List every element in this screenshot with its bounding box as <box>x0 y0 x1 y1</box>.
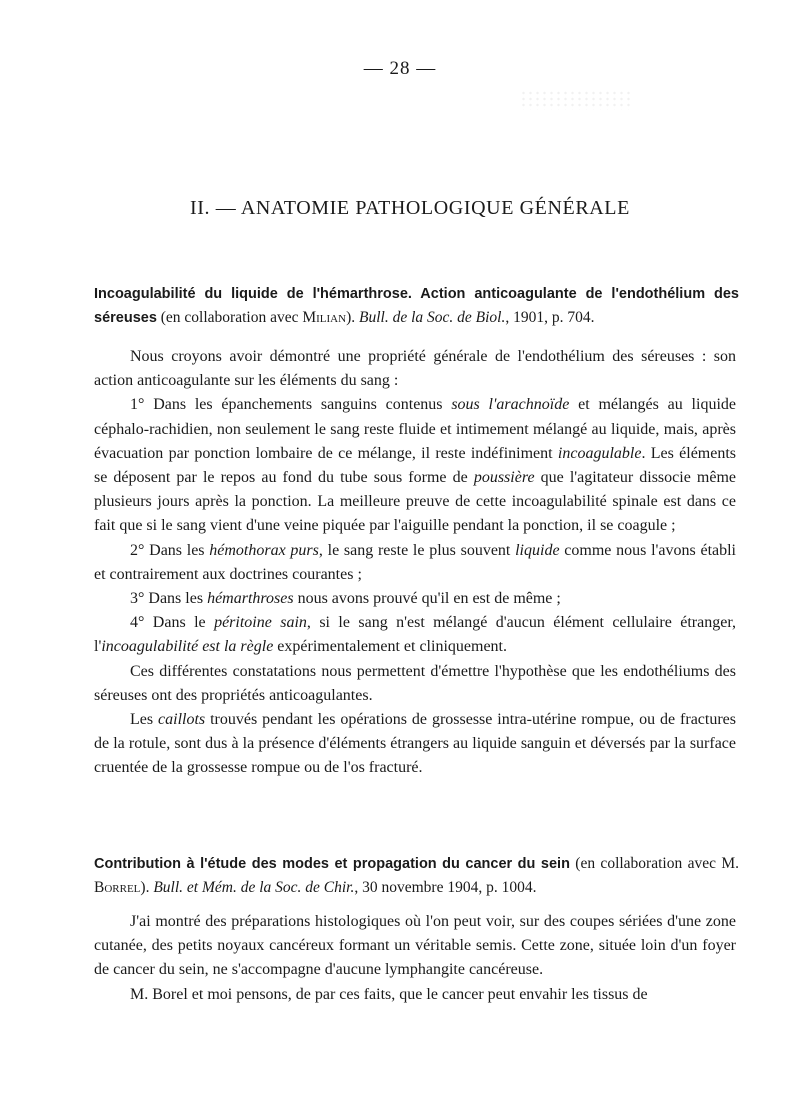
entry2-journal: Bull. et Mém. de la Soc. de Chir. <box>153 879 355 896</box>
entry2-collab-suffix: ). <box>140 879 154 896</box>
entry1-item-4: 4° Dans le péritoine sain, si le sang n'est mélangé d'aucun élément cellulaire étranger, l'incoagulabilité est la règle expérimentalement et cliniquement. <box>94 614 737 656</box>
entry1-citation: , 1901, p. 704. <box>505 309 595 326</box>
entry1-journal: Bull. de la Soc. de Biol. <box>359 309 506 326</box>
entry2-collab-name: Borrel <box>94 879 141 896</box>
entry1-para-caillots: Les caillots trouvés pendant les opérations de grossesse intra-utérine rompue, ou de fractures de la rotule, sont dus à la présence d'éléments étrangers au liquide sanguin et déversés par la surface cruentée de la grossesse rompue ou de l'os fracturé. <box>94 711 736 777</box>
entry1-title <box>94 282 739 330</box>
entry2-body <box>94 910 736 1007</box>
entry1-collab-prefix: (en collaboration avec <box>156 309 303 326</box>
entry2-citation: , 30 novembre 1904, p. 1004. <box>354 879 537 896</box>
section-heading: II. — ANATOMIE PATHOLOGIQUE GÉNÉRALE <box>190 197 630 219</box>
entry1-para-hypothesis: Ces différentes constatations nous permettent d'émettre l'hypothèse que les endothéliums des séreuses ont des propriétés anticoagulantes. <box>94 662 736 704</box>
page-number: — 28 — <box>363 58 437 79</box>
entry1-item-3: 3° Dans les hémarthroses nous avons prouvé qu'il en est de même ; <box>130 590 561 608</box>
entry1-item-2: 2° Dans les hémothorax purs, le sang reste le plus souvent liquide comme nous l'avons établi et contrairement aux doctrines courantes ; <box>94 541 736 583</box>
entry2-para-2: M. Borel et moi pensons, de par ces faits, que le cancer peut envahir les tissus de <box>130 985 648 1003</box>
entry1-intro-paragraph: Nous croyons avoir démontré une propriété générale de l'endothélium des séreuses : son action anticoagulante sur les éléments du sang : <box>94 348 736 390</box>
scan-noise <box>520 90 630 110</box>
entry2-title-bold: Contribution à l'étude des modes et propagation du cancer du sein <box>94 856 570 872</box>
entry2-para-1: J'ai montré des préparations histologiques où l'on peut voir, sur des coupes sériées d'une zone cutanée, des petits noyaux cancéreux formant un véritable semis. Cette zone, située loin d'un foyer de cancer du sein, ne s'accompagne d'aucune lymphangite cancéreuse. <box>94 913 736 979</box>
entry1-body <box>94 345 736 781</box>
entry2-collab-prefix: (en collaboration avec M. <box>569 855 739 872</box>
entry2-title <box>94 852 739 900</box>
entry1-item-1: 1° Dans les épanchements sanguins contenus sous l'arachnoïde et mélangés au liquide céphalo-rachidien, non seulement le sang reste fluide et intimement mélangé au liquide, mais, après évacuation par ponction lombaire de ce mélange, il reste indéfiniment incoagulable. Les éléments se déposent par le repos au fond du tube sous forme de poussière que l'agitateur dissocie même plusieurs jours après la ponction. La meilleure preuve de cette incoagulabilité spinale est dans ce fait que si le sang vient d'une veine piquée par l'aiguille pendant la ponction, il se coagule ; <box>94 396 737 535</box>
entry1-collab-suffix: ). <box>346 309 359 326</box>
entry1-title-bold: Incoagulabilité du liquide de l'hémarthrose. Action anticoagulante de l'endothélium des séreuses <box>94 286 739 326</box>
entry1-collab-name: Milian <box>302 309 347 326</box>
